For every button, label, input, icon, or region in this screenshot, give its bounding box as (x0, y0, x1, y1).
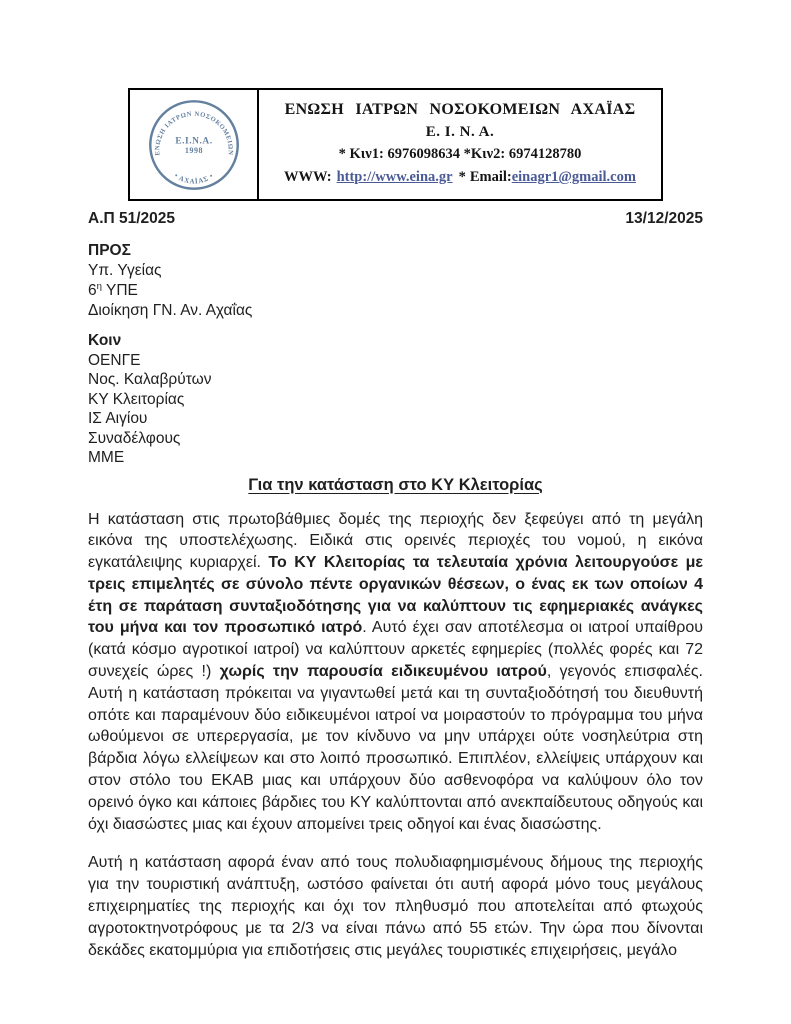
seal-ring-bottom-text: • ΑΧΑΪΑΣ • (172, 171, 215, 186)
org-name: ΕΝΩΣΗ ΙΑΤΡΩΝ ΝΟΣΟΚΟΜΕΙΩΝ ΑΧΑΪΑΣ (284, 101, 636, 118)
seal-center-abbr: Ε.Ι.Ν.Α. (174, 136, 213, 147)
to-recipient (88, 281, 703, 301)
protocol-number: Α.Π 51/2025 (88, 210, 176, 227)
text-segment: , γεγονός επισφαλές. Αυτή η κατάσταση πρόκειται να γιγαντωθεί μετά και τη συνταξιοδότησή του διευθυντή οπότε και παραμένουν δύο ειδικευμένοι ιατροί να μοιραστούν το πρόγραμμα του μήνα ωθούμενοι σε υπερεργασία, με τον κίνδυνο να μην υπάρχει ούτε νοσηλεύτρια στη βάρδια λόγω ελλείψεων και στο λοιπό προσωπικό. Επιπλέον, ελλείψεις υπάρχουν και στον στόλο του ΕΚΑΒ μιας και υπάρχουν δύο ασθενοφόρα να καλύψουν όλο τον ορεινό όγκο και κάποιες βάρδιες του ΚΥ καλύπτονται από ανεκπαίδευτους οδηγούς και όχι διασώστες μιας και έχουν απομείνει τρεις οδηγοί και ένας διασώστης. (88, 663, 703, 833)
cc-list (88, 351, 703, 468)
cc-recipient: Νος. Καλαβρύτων (88, 371, 212, 388)
cc-recipient: Συναδέλφους (88, 429, 181, 447)
text-segment: Η κατάσταση στις πρωτοβάθμιες δομές της περιοχής δεν ξεφεύγει από τη μεγάλη εικόνα της υποστελέχωσης. Ειδικά στις ορεινές περιοχές του νομού, η εικόνα εγκατάλειψης κυριαρχεί. (88, 510, 703, 572)
to-block (88, 241, 703, 321)
to-recipient: Διοίκηση ΓΝ. Αν. Αχαΐας (88, 302, 253, 319)
bold-text-segment: χωρίς την παρουσία ειδικευμένου ιατρού (219, 663, 547, 681)
email-link[interactable]: einagr1@gmail.com (511, 169, 636, 185)
text-segment: Αυτή η κατάσταση αφορά έναν από τους πολυδιαφημισμένους δήμους της περιοχής για την τουριστική ανάπτυξη, ωστόσο φαίνεται ότι αυτή αφορά μόνο τους μεγάλους επιχειρηματίες της περιοχής και όχι τον πληθυσμό που αποτελείται από φτωχούς αγροτοκτηνοτρόφους με τα 2/3 να είναι πάνω από 55 ετών. Την ώρα που δίνονται δεκάδες εκατομμύρια για επιδοτήσεις στις μεγάλες τουριστικές επιχειρήσεις, μεγάλο (88, 854, 703, 959)
body-paragraph-1 (88, 509, 703, 836)
email-label: Email: (469, 169, 512, 185)
cc-recipient: ΙΣ Αιγίου (88, 410, 148, 427)
body-paragraph-2 (88, 852, 703, 961)
website-link[interactable]: http://www.eina.gr (336, 169, 453, 185)
text-segment: η (96, 280, 102, 292)
document-title: Για την κατάσταση στο ΚΥ Κλειτορίας (248, 475, 543, 494)
bold-text-segment: Το ΚΥ Κλειτορίας τα τελευταία χρόνια λειτουργούσε με τρεις επιμελητές σε σύνολο πέντε οργανικών θέσεων, ο ένας εκ των οποίων 4 έτη σε παράταση συνταξιοδότησης για να καλύπτουν τις εφημεριακές ανάγκες του μήνα και τον προσωπικό ιατρό (88, 554, 703, 637)
cc-label: Κοιν (88, 332, 122, 349)
eina-seal-logo (147, 98, 241, 192)
text-segment: ΥΠΕ (101, 282, 138, 299)
letterhead (128, 88, 663, 201)
letterhead-logo-cell (130, 90, 259, 199)
cc-recipient: ΜΜΕ (88, 449, 125, 466)
cc-block (88, 331, 703, 468)
letter-date: 13/12/2025 (625, 210, 703, 227)
text-segment: 6 (88, 282, 97, 299)
asterisk-separator: * (458, 169, 466, 185)
org-phones: * Κιν1: 6976098634 *Κιν2: 6974128780 (338, 146, 582, 162)
cc-recipient: ΚΥ Κλειτορίας (88, 390, 185, 408)
org-contact-line (263, 166, 657, 189)
org-abbreviation: Ε. Ι. Ν. Α. (425, 124, 495, 140)
to-recipient: Υπ. Υγείας (88, 262, 162, 279)
to-list (88, 261, 703, 321)
seal-center-year: 1998 (184, 145, 203, 155)
seal-ring-top-text: ΕΝΩΣΗ ΙΑΤΡΩΝ ΝΟΣΟΚΟΜΕΙΩΝ (153, 110, 234, 156)
cc-recipient: ΟΕΝΓΕ (88, 351, 141, 369)
letterhead-info-cell (259, 90, 661, 199)
www-label: WWW: (284, 169, 332, 185)
text-segment: . Αυτό έχει σαν αποτέλεσμα οι ιατροί υπαίθρου (κατά κόσμο αγροτικοί ιατροί) να καλύπτουν αρκετές εφημερίες (πολλές φορές και 72 συνεχείς ώρες !) (88, 619, 704, 681)
meta-row (88, 209, 703, 229)
to-label: ΠΡΟΣ (88, 242, 131, 259)
